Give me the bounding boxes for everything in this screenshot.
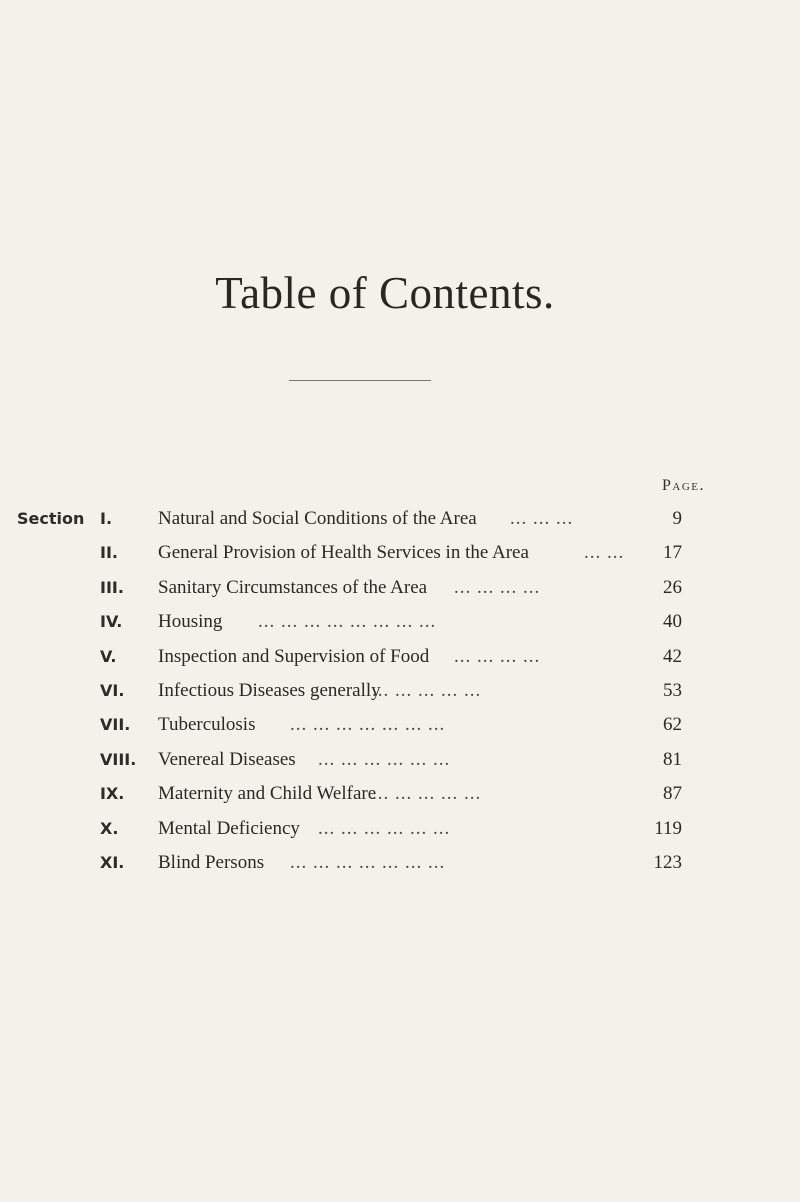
page-title: Table of Contents.	[215, 268, 555, 318]
page-number: 17	[663, 542, 682, 564]
section-title: Venereal Diseases	[158, 748, 296, 770]
page-number: 119	[654, 817, 682, 839]
section-title: Inspection and Supervision of Food	[158, 645, 430, 667]
dot-leader: ... ... ... ... ... ... ...	[290, 851, 446, 873]
page-number: 81	[663, 748, 682, 770]
toc-entry	[0, 816, 800, 850]
section-title: Natural and Social Conditions of the Area	[158, 508, 477, 529]
toc-entry	[0, 678, 800, 712]
section-numeral: XI.	[100, 852, 125, 872]
toc-entry	[0, 712, 800, 746]
section-numeral: II.	[100, 543, 118, 563]
section-title: General Provision of Health Services in the Area	[158, 542, 529, 564]
dot-leader: ... ... ... ... ... ...	[318, 748, 451, 770]
dot-leader: ... ... ... ... ...	[372, 783, 482, 805]
toc-entry	[0, 781, 800, 815]
page-number: 26	[663, 576, 682, 598]
dot-leader: ... ... ... ... ... ... ... ...	[258, 611, 437, 633]
page-number: 9	[672, 508, 682, 529]
toc-list	[0, 506, 800, 884]
section-word: Section	[17, 509, 85, 528]
toc-entry	[0, 575, 800, 609]
toc-entry	[0, 506, 800, 540]
title-divider	[289, 380, 431, 381]
page-number: 42	[663, 645, 682, 667]
section-numeral: IV.	[100, 612, 123, 632]
section-title: Mental Deficiency	[158, 817, 300, 839]
dot-leader: ... ... ... ...	[454, 645, 541, 667]
section-title: Maternity and Child Welfare	[158, 783, 377, 805]
page-column-header: Page.	[662, 477, 706, 494]
section-title: Housing	[158, 611, 223, 633]
section-numeral: V.	[100, 646, 117, 666]
toc-entry	[0, 609, 800, 643]
section-numeral: III.	[100, 577, 124, 597]
dot-leader: ... ... ... ... ...	[372, 679, 482, 701]
dot-leader: ... ... ...	[510, 508, 574, 529]
dot-leader: ... ... ... ... ... ... ...	[290, 714, 446, 736]
dot-leader: ... ... ... ...	[454, 576, 541, 598]
section-numeral: IX.	[100, 784, 125, 804]
section-numeral: I.	[100, 509, 113, 528]
dot-leader: ... ... ... ... ... ...	[318, 817, 451, 839]
toc-entry	[0, 850, 800, 884]
page-number: 53	[663, 679, 682, 701]
section-numeral: VI.	[100, 680, 125, 700]
toc-entry	[0, 540, 800, 574]
dot-leader: ... ...	[584, 542, 625, 564]
section-numeral: X.	[100, 818, 119, 838]
section-title: Tuberculosis	[158, 714, 256, 736]
section-title: Blind Persons	[158, 851, 265, 873]
page-number: 123	[653, 851, 682, 873]
toc-entry	[0, 644, 800, 678]
toc-entry	[0, 747, 800, 781]
section-title: Infectious Diseases generally	[158, 679, 381, 701]
page-number: 62	[663, 714, 682, 736]
section-title: Sanitary Circumstances of the Area	[158, 576, 428, 598]
section-numeral: VIII.	[100, 749, 137, 769]
section-numeral: VII.	[100, 715, 131, 735]
page-number: 87	[663, 783, 682, 805]
page-number: 40	[663, 611, 682, 633]
